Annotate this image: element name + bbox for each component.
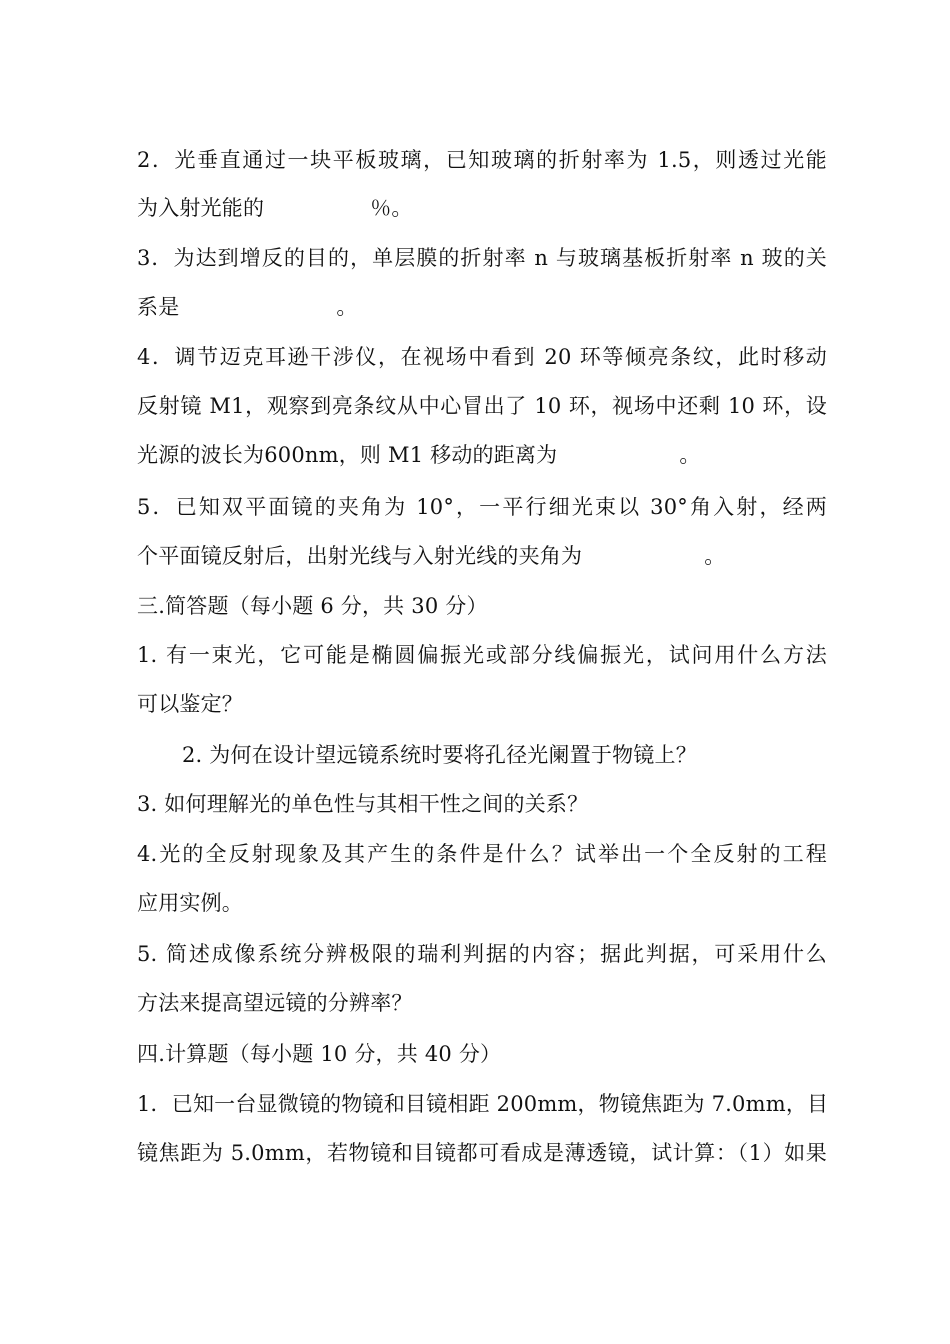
question-5-line-2 <box>137 542 827 570</box>
question-5-line-1: 5．已知双平面镜的夹角为 10°，一平行细光束以 30°角入射，经两 <box>137 495 827 519</box>
short-answer-q3: 3. 如何理解光的单色性与其相干性之间的关系？ <box>137 792 589 816</box>
question-4-text-after-blank: 。 <box>679 443 701 467</box>
question-4-line-2: 反射镜 M1，观察到亮条纹从中心冒出了 10 环，视场中还剩 10 环，设 <box>137 394 827 418</box>
question-5-text-before-blank: 个平面镜反射后，出射光线与入射光线的夹角为 <box>137 544 583 568</box>
short-answer-q1-line-1: 1. 有一束光，它可能是椭圆偏振光或部分线偏振光，试问用什么方法 <box>137 643 827 667</box>
short-answer-q5-line-2: 方法来提高望远镜的分辨率？ <box>137 991 413 1015</box>
question-3-text-before-blank: 系是 <box>137 295 180 319</box>
calculation-q1-line-2: 镜焦距为 5.0mm，若物镜和目镜都可看成是薄透镜，试计算：（1）如果 <box>137 1141 827 1165</box>
short-answer-q4-line-2: 应用实例。 <box>137 891 243 915</box>
question-2-line-2 <box>137 194 827 222</box>
question-2-line-1: 2．光垂直通过一块平板玻璃，已知玻璃的折射率为 1.5，则透过光能 <box>137 148 827 172</box>
question-3-text-after-blank: 。 <box>336 295 358 319</box>
section-heading-calculation: 四.计算题（每小题 10 分，共 40 分） <box>137 1042 502 1066</box>
question-2-text-after-blank: ％。 <box>370 196 413 220</box>
short-answer-q1-line-2: 可以鉴定？ <box>137 692 243 716</box>
question-4-line-1: 4．调节迈克耳逊干涉仪，在视场中看到 20 环等倾亮条纹，此时移动 <box>137 345 827 369</box>
short-answer-q5-line-1: 5. 简述成像系统分辨极限的瑞利判据的内容；据此判据，可采用什么 <box>137 942 827 966</box>
question-2-text-before-blank: 为入射光能的 <box>137 196 265 220</box>
section-heading-short-answer: 三.简答题（每小题 6 分，共 30 分） <box>137 594 488 618</box>
short-answer-q4-line-1: 4.光的全反射现象及其产生的条件是什么？试举出一个全反射的工程 <box>137 842 827 866</box>
question-4-text-before-blank: 光源的波长为600nm，则 M1 移动的距离为 <box>137 443 558 467</box>
question-5-text-after-blank: 。 <box>704 544 726 568</box>
question-3-line-1: 3．为达到增反的目的，单层膜的折射率 n 与玻璃基板折射率 n 玻的关 <box>137 246 827 270</box>
calculation-q1-line-1: 1．已知一台显微镜的物镜和目镜相距 200mm，物镜焦距为 7.0mm，目 <box>137 1092 829 1116</box>
question-3-line-2 <box>137 293 827 321</box>
short-answer-q2: 2. 为何在设计望远镜系统时要将孔径光阑置于物镜上？ <box>182 743 697 767</box>
question-4-line-3 <box>137 441 827 469</box>
